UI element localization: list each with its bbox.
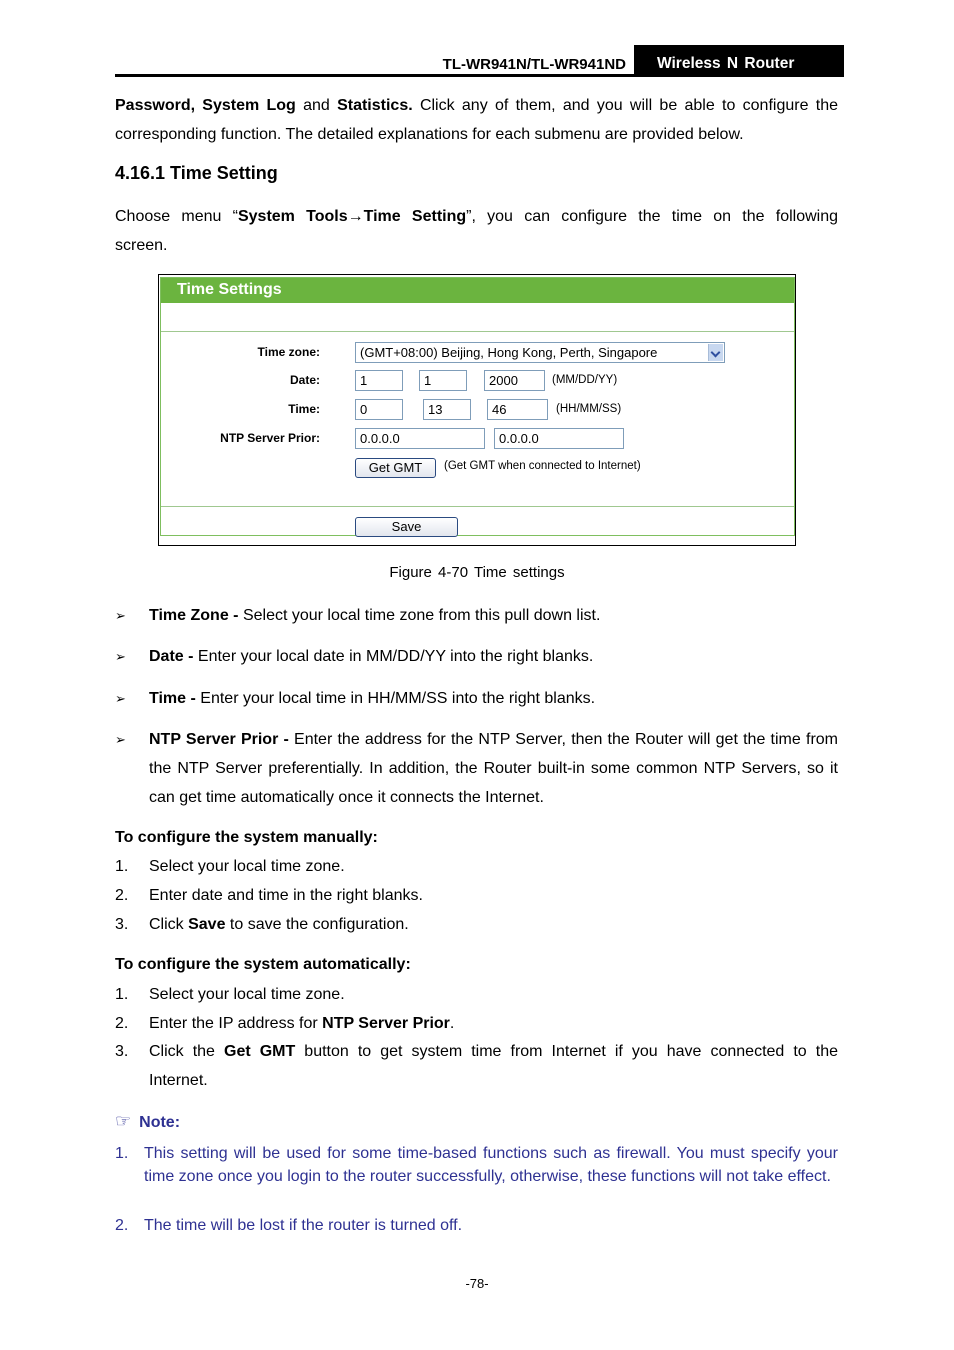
bullet-ntp-server (115, 725, 838, 812)
step-number: 1. (115, 986, 129, 1003)
intro-bold-2: Statistics. (337, 97, 413, 114)
header-rule (115, 74, 844, 77)
bullet-text: Select your local time zone from this pull down list. (238, 607, 601, 624)
ntp-server-2-input[interactable]: 0.0.0.0 (494, 428, 624, 449)
step-number: 2. (115, 1015, 129, 1032)
page-number: -78- (465, 1276, 489, 1291)
auto-step-3 (115, 1037, 838, 1095)
step-bold: NTP Server Prior (322, 1015, 450, 1032)
auto-step-2 (115, 1009, 838, 1038)
bullet-text: Enter your local date in MM/DD/YY into the right blanks. (193, 648, 594, 665)
manual-step-3 (115, 910, 838, 939)
header-product: Wireless N Router (657, 55, 795, 72)
get-gmt-button[interactable]: Get GMT (355, 458, 436, 478)
step-bold: Save (188, 916, 226, 933)
choose-paragraph (115, 202, 838, 260)
step-number: 3. (115, 1043, 129, 1060)
note-item-1 (115, 1142, 838, 1188)
choose-menu-path: System Tools→Time Setting (237, 208, 467, 225)
bullet-arrow-icon: ➢ (115, 732, 126, 747)
timezone-value: (GMT+08:00) Beijing, Hong Kong, Perth, Singapore (360, 345, 658, 360)
time-settings-panel (160, 277, 795, 536)
timezone-label: Time zone: (257, 345, 320, 359)
note-text: The time will be lost if the router is turned off. (144, 1217, 463, 1234)
step-bold: Get GMT (224, 1043, 296, 1060)
note-item-2 (115, 1214, 838, 1237)
date-year-input[interactable]: 2000 (484, 370, 545, 391)
note-heading (115, 1111, 180, 1132)
step-text: to save the configuration. (225, 916, 409, 933)
intro-paragraph (115, 91, 838, 149)
note-number: 2. (115, 1217, 129, 1234)
step-text: Select your local time zone. (149, 986, 345, 1003)
save-button[interactable]: Save (355, 517, 458, 537)
intro-text-1: and (295, 97, 338, 114)
step-text: . (449, 1015, 455, 1032)
timezone-select[interactable] (355, 342, 725, 363)
note-number: 1. (115, 1145, 129, 1162)
date-month-input[interactable]: 1 (355, 370, 403, 391)
intro-text-2: Click any of them, and you will be able to configure the corresponding function. The detailed explanations for each submenu are provided below. (115, 97, 838, 143)
time-format-hint: (HH/MM/SS) (556, 403, 622, 415)
intro-bold-1: Password, System Log (115, 97, 296, 114)
step-number: 2. (115, 887, 129, 904)
step-number: 3. (115, 916, 129, 933)
step-text: Click the (149, 1043, 224, 1060)
time-label: Time: (288, 402, 320, 416)
panel-divider-bottom (161, 506, 794, 507)
bullet-arrow-icon: ➢ (115, 691, 126, 706)
choose-text-2: ”, you can configure the time on the following screen. (115, 208, 839, 254)
bullet-time-zone (115, 601, 838, 630)
header-product-badge (634, 45, 844, 77)
manual-step-1 (115, 852, 838, 881)
step-text: Select your local time zone. (149, 858, 345, 875)
note-text: This setting will be used for some time-based functions such as firewall. You must specify your time zone once you login to the router successfully, otherwise, these functions will not take effect. (144, 1145, 838, 1185)
header-model: TL-WR941N/TL-WR941ND (442, 56, 626, 73)
bullet-term: Time - (149, 690, 196, 707)
auto-heading: To configure the system automatically: (115, 956, 411, 973)
step-text: Enter the IP address for (149, 1015, 323, 1032)
pointing-hand-icon: ☞ (115, 1111, 132, 1131)
figure-caption: Figure 4-70 Time settings (389, 564, 565, 581)
panel-title: Time Settings (161, 278, 794, 303)
bullet-arrow-icon: ➢ (115, 649, 126, 664)
bullet-term: Date - (149, 648, 194, 665)
step-text: Enter date and time in the right blanks. (149, 887, 423, 904)
bullet-term: Time Zone - (149, 607, 239, 624)
get-gmt-hint: (Get GMT when connected to Internet) (444, 460, 641, 472)
ntp-server-1-input[interactable]: 0.0.0.0 (355, 428, 485, 449)
chevron-down-icon[interactable] (708, 344, 723, 361)
date-format-hint: (MM/DD/YY) (552, 374, 618, 386)
panel-divider-top (161, 331, 794, 332)
manual-heading: To configure the system manually: (115, 829, 378, 846)
section-title: 4.16.1 Time Setting (115, 163, 278, 183)
bullet-text: Enter your local time in HH/MM/SS into the right blanks. (195, 690, 596, 707)
step-text: button to get system time from Internet if you have connected to the Internet. (149, 1043, 838, 1089)
date-day-input[interactable]: 1 (419, 370, 467, 391)
time-second-input[interactable]: 46 (487, 399, 548, 420)
choose-text-1: Choose menu “ (115, 208, 238, 225)
date-label: Date: (289, 373, 320, 387)
step-text: Click (149, 916, 189, 933)
manual-step-2 (115, 881, 838, 910)
auto-step-1 (115, 980, 838, 1009)
time-hour-input[interactable]: 0 (355, 399, 403, 420)
bullet-term: NTP Server Prior - (149, 731, 289, 748)
bullet-arrow-icon: ➢ (115, 608, 126, 623)
ntp-server-label: NTP Server Prior: (220, 431, 320, 445)
bullet-text: Enter the address for the NTP Server, then the Router will get the time from the NTP Server preferentially. In addition, the Router built-in some common NTP Servers, so it can get time automatically once it connects the Internet. (149, 731, 838, 806)
bullet-time (115, 684, 838, 713)
time-minute-input[interactable]: 13 (423, 399, 471, 420)
note-label: Note: (139, 1114, 181, 1131)
step-number: 1. (115, 858, 129, 875)
bullet-date (115, 642, 838, 671)
